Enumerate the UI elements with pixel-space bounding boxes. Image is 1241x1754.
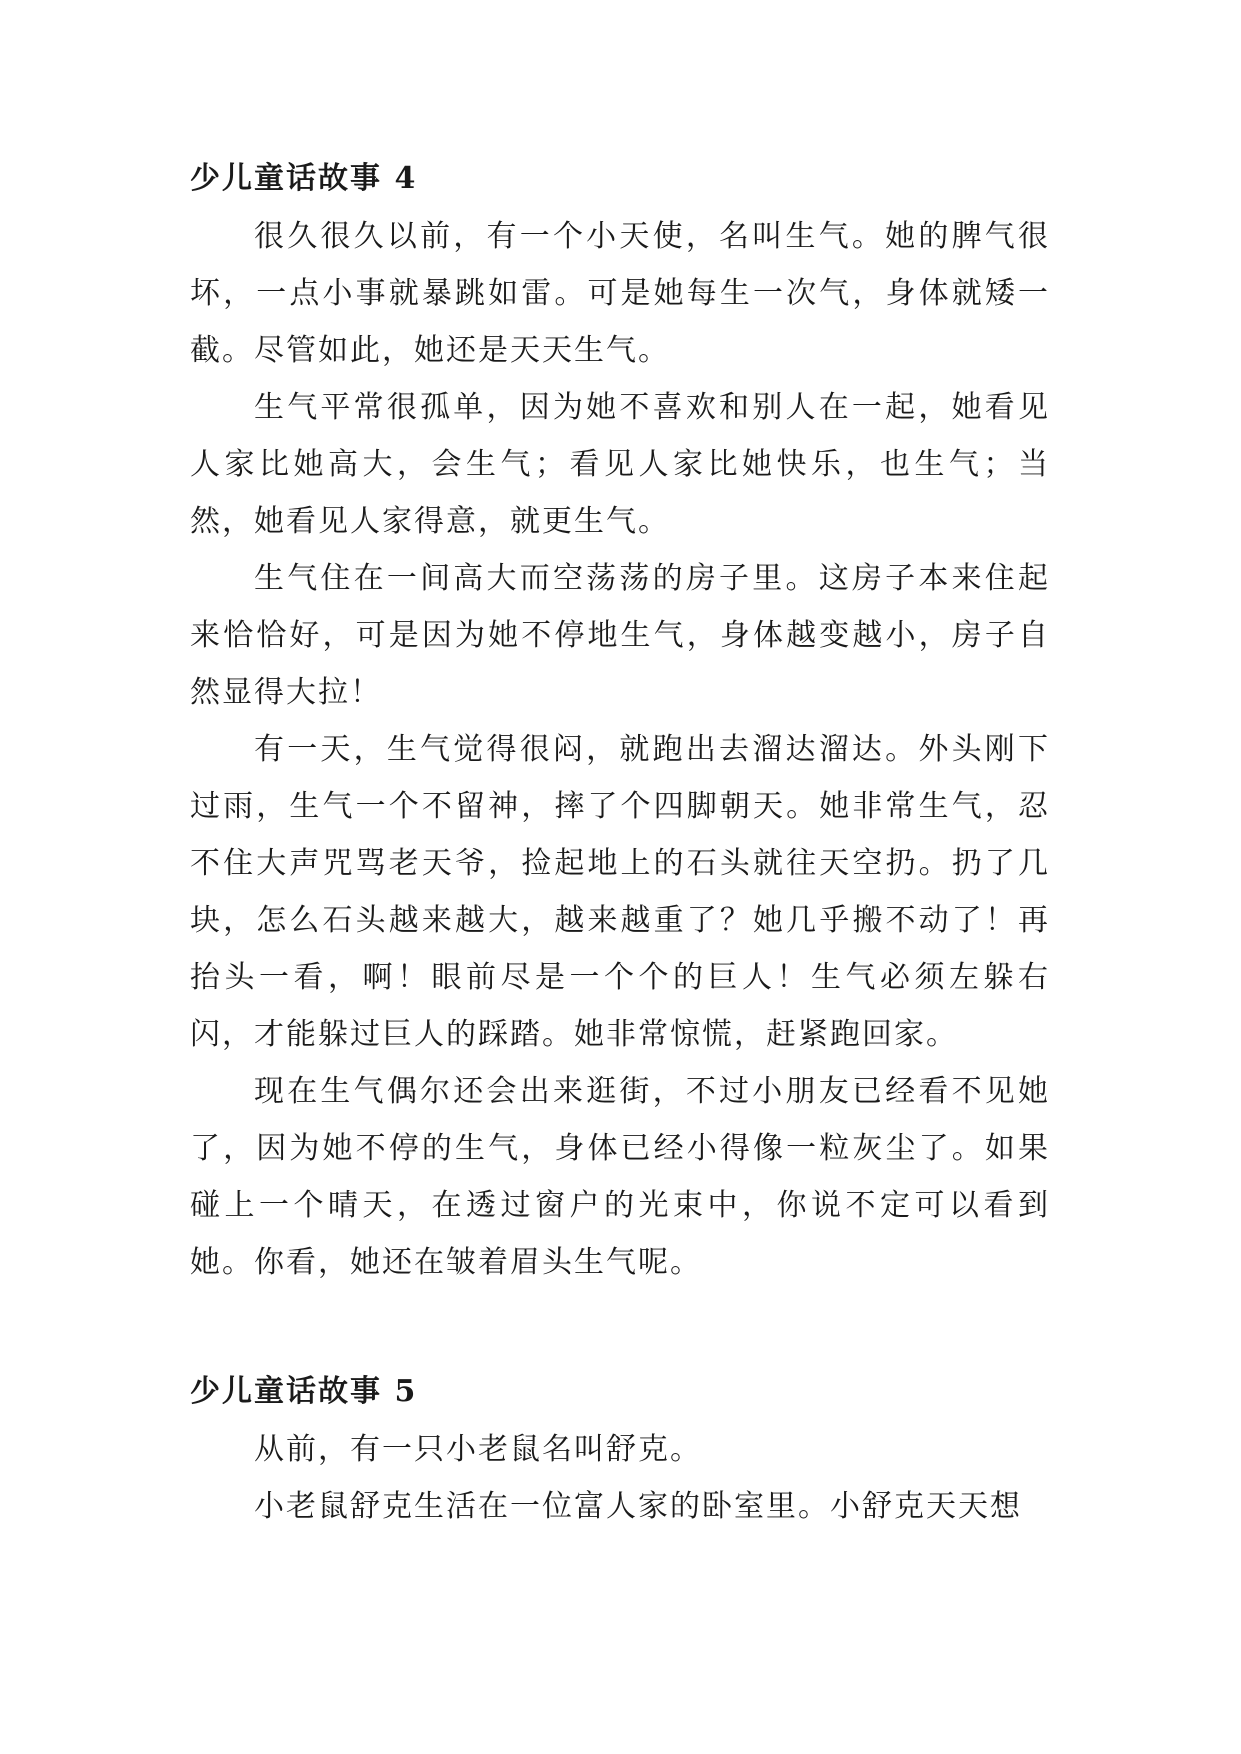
story-title: 少儿童话故事 5: [190, 1374, 418, 1409]
story-paragraph: 有一天，生气觉得很闷，就跑出去溜达溜达。外头刚下过雨，生气一个不留神，摔了个四脚朝天。她非常生气，忍不住大声咒骂老天爷，捡起地上的石头就往天空扔。扔了几块，怎么石头越来越大，越来越重了？她几乎搬不动了！再抬头一看，啊！眼前尽是一个个的巨人！生气必须左躲右闪，才能躲过巨人的踩踏。她非常惊慌，赶紧跑回家。: [190, 732, 1050, 1052]
story-paragraph: 从前，有一只小老鼠名叫舒克。: [254, 1432, 702, 1467]
section-spacer: [190, 1291, 1050, 1363]
story-paragraph: 现在生气偶尔还会出来逛街，不过小朋友已经看不见她了，因为她不停的生气，身体已经小得像一粒灰尘了。如果碰上一个晴天，在透过窗户的光束中，你说不定可以看到她。你看，她还在皱着眉头生气呢。: [190, 1074, 1050, 1280]
story-paragraph: 生气住在一间高大而空荡荡的房子里。这房子本来住起来恰恰好，可是因为她不停地生气，身体越变越小，房子自然显得大拉！: [190, 561, 1050, 710]
story-paragraph: 小老鼠舒克生活在一位富人家的卧室里。小舒克天天想: [254, 1489, 1022, 1524]
story-section: [190, 1363, 1050, 1535]
document-content: [190, 150, 1050, 1535]
story-paragraph: 很久很久以前，有一个小天使，名叫生气。她的脾气很坏，一点小事就暴跳如雷。可是她每生一次气，身体就矮一截。尽管如此，她还是天天生气。: [190, 219, 1050, 368]
story-paragraph: 生气平常很孤单，因为她不喜欢和别人在一起，她看见人家比她高大，会生气；看见人家比她快乐，也生气；当然，她看见人家得意，就更生气。: [190, 390, 1050, 539]
story-section: [190, 150, 1050, 1291]
story-title: 少儿童话故事 4: [190, 161, 418, 196]
